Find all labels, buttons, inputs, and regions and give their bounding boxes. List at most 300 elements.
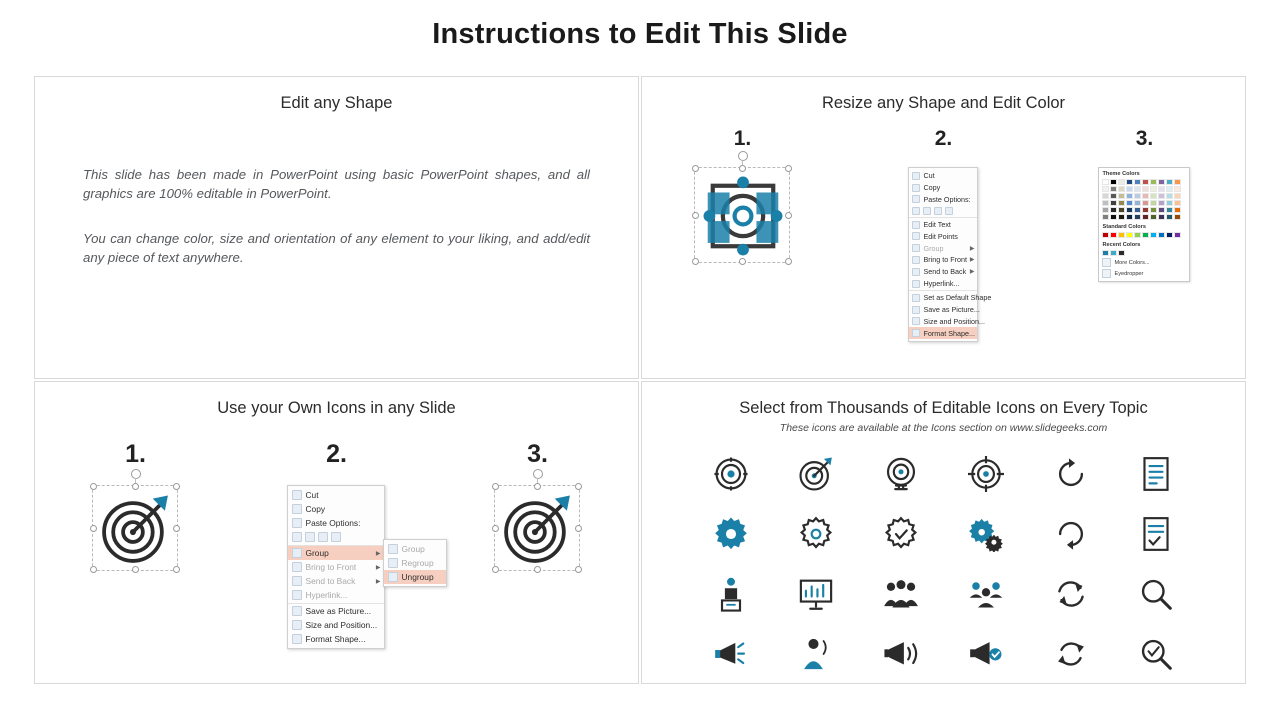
menu-label: Paste Options:	[923, 194, 971, 204]
swatch[interactable]	[1126, 214, 1133, 220]
step-number: 1.	[733, 127, 752, 150]
menu-label: Size and Position...	[305, 620, 378, 630]
team-icon	[882, 577, 920, 611]
menu-item-group[interactable]	[288, 545, 384, 560]
swatch[interactable]	[1158, 200, 1165, 206]
icon-cell[interactable]	[1029, 448, 1114, 500]
chevron-right-icon: ▶	[375, 578, 381, 585]
step-number: 2.	[326, 440, 347, 468]
dart-target-icon	[98, 491, 174, 567]
swatch[interactable]	[1110, 214, 1117, 220]
panel-title-own-icons: Use your Own Icons in any Slide	[217, 399, 456, 417]
menu-label: Copy	[305, 504, 326, 514]
icon-cell[interactable]	[943, 628, 1028, 680]
icon-cell[interactable]	[943, 508, 1028, 560]
person-speaker-icon	[799, 636, 833, 672]
step-number: 3.	[527, 440, 548, 468]
menu-label: Bring to Front	[923, 255, 968, 265]
dart-target-icon	[500, 491, 576, 567]
panel-edit-any-shape	[34, 76, 639, 379]
ungroup-icon	[388, 572, 398, 582]
step-number: 1.	[125, 440, 146, 468]
theme-colors-label: Theme Colors	[1102, 171, 1140, 177]
target-icon	[713, 456, 749, 492]
scissors-icon	[912, 172, 920, 180]
paste-icon	[912, 195, 920, 203]
more-colors-icon	[1102, 258, 1111, 267]
resize-step-3	[1045, 127, 1244, 297]
menu-item-hyperlink[interactable]	[909, 278, 977, 290]
recent-colors-label: Recent Colors	[1102, 242, 1141, 248]
menu-item-size-and-position[interactable]	[288, 618, 384, 632]
paste-merge-icon[interactable]	[305, 532, 315, 542]
swatch[interactable]	[1150, 200, 1157, 206]
theme-colors-row-6[interactable]	[1102, 214, 1186, 220]
bullhorn-icon	[968, 638, 1004, 670]
icon-cell[interactable]	[688, 508, 773, 560]
menu-item-paste-options[interactable]	[909, 194, 977, 206]
paste-keep-format-icon[interactable]	[912, 207, 920, 215]
swatch[interactable]	[1134, 179, 1141, 185]
icon-cell[interactable]	[1114, 628, 1199, 680]
rotate-handle[interactable]	[738, 151, 748, 161]
more-colors-item[interactable]	[1102, 258, 1186, 267]
panel-title-editable-icons: Select from Thousands of Editable Icons on Every Topic	[739, 399, 1148, 417]
resize-handle-middle-right[interactable]	[173, 525, 180, 532]
resize-handle-bottom-center[interactable]	[739, 258, 746, 265]
menu-item-size-and-position[interactable]	[909, 316, 986, 328]
menu-item-format-shape[interactable]	[909, 327, 977, 339]
group-icon	[292, 548, 302, 558]
announce-icon	[883, 638, 919, 670]
resize-handle-bottom-right[interactable]	[785, 258, 792, 265]
group-icon	[912, 244, 920, 252]
regroup-icon	[388, 558, 398, 568]
swatch[interactable]	[1166, 200, 1173, 206]
swatch[interactable]	[1126, 207, 1133, 213]
icon-cell[interactable]	[688, 628, 773, 680]
swatch[interactable]	[1134, 207, 1141, 213]
selected-shape-illustration	[643, 167, 842, 297]
swatch[interactable]	[1118, 186, 1125, 192]
swatch[interactable]	[1134, 214, 1141, 220]
size-position-icon	[292, 620, 302, 630]
swatch[interactable]	[1134, 200, 1141, 206]
theme-colors-row-2[interactable]	[1102, 186, 1186, 192]
menu-label: Hyperlink...	[923, 279, 960, 289]
swatch[interactable]	[1102, 186, 1109, 192]
swatch[interactable]	[1126, 232, 1133, 238]
group-submenu[interactable]	[383, 539, 447, 587]
swatch[interactable]	[1174, 214, 1181, 220]
reload-icon	[1054, 517, 1088, 551]
swatch[interactable]	[1142, 232, 1149, 238]
swatch[interactable]	[1142, 186, 1149, 192]
chevron-right-icon: ▶	[969, 245, 975, 252]
swatch[interactable]	[1110, 250, 1117, 256]
menu-label: Copy	[923, 183, 941, 193]
resize-handle-bottom-left[interactable]	[492, 566, 499, 573]
resize-handle-middle-left[interactable]	[90, 525, 97, 532]
group-icon	[388, 544, 398, 554]
swatch[interactable]	[1126, 200, 1133, 206]
icon-cell[interactable]	[773, 448, 858, 500]
icon-cell[interactable]	[1114, 568, 1199, 620]
search-check-icon	[1139, 637, 1173, 671]
swatch[interactable]	[1158, 232, 1165, 238]
rotate-handle[interactable]	[131, 469, 141, 479]
submenu-item-group[interactable]	[384, 542, 446, 556]
icon-cell[interactable]	[858, 508, 943, 560]
swatch[interactable]	[1150, 214, 1157, 220]
paste-text-icon[interactable]	[945, 207, 953, 215]
gear-outline-icon	[798, 516, 834, 552]
eyedropper-icon	[1102, 269, 1111, 278]
paste-keep-format-icon[interactable]	[292, 532, 302, 542]
size-position-icon	[912, 317, 920, 325]
menu-label: Group	[401, 544, 425, 554]
resize-handle-top-right[interactable]	[785, 165, 792, 172]
save-picture-icon	[912, 306, 920, 314]
chevron-right-icon: ▶	[375, 564, 381, 571]
swatch[interactable]	[1134, 193, 1141, 199]
swatch[interactable]	[1118, 250, 1125, 256]
icon-cell[interactable]	[943, 448, 1028, 500]
context-menu[interactable]	[287, 485, 434, 649]
swatch[interactable]	[1150, 193, 1157, 199]
icon-cell[interactable]	[1029, 508, 1114, 560]
chevron-right-icon: ▶	[969, 269, 975, 276]
menu-item-save-as-picture[interactable]	[909, 304, 980, 316]
resize-handle-top-left[interactable]	[492, 483, 499, 490]
edit-shape-paragraph-1: This slide has been made in PowerPoint using basic PowerPoint shapes, and all graphics are 100% editable in PowerPoint.	[83, 167, 590, 201]
swatch[interactable]	[1174, 232, 1181, 238]
swatch[interactable]	[1134, 186, 1141, 192]
menu-item-edit-text[interactable]	[909, 217, 977, 230]
resize-handle-middle-right[interactable]	[575, 525, 582, 532]
save-picture-icon	[292, 606, 302, 616]
checklist-icon	[1140, 516, 1172, 552]
resize-handle-top-left[interactable]	[90, 483, 97, 490]
swatch[interactable]	[1158, 214, 1165, 220]
menu-label: Group	[923, 243, 944, 253]
menu-item-copy[interactable]	[909, 182, 977, 194]
swatch[interactable]	[1174, 207, 1181, 213]
swatch[interactable]	[1110, 186, 1117, 192]
swatch[interactable]	[1142, 179, 1149, 185]
menu-label: Save as Picture...	[305, 606, 372, 616]
context-menu[interactable]	[908, 167, 992, 342]
target-shape-icon	[701, 174, 785, 258]
presentation-icon	[798, 577, 834, 611]
swatch[interactable]	[1174, 193, 1181, 199]
copy-icon	[292, 504, 302, 514]
resize-handle-bottom-left[interactable]	[90, 566, 97, 573]
gear-icon	[713, 516, 749, 552]
trophy-target-icon	[883, 456, 919, 492]
eyedropper-item[interactable]	[1102, 269, 1186, 278]
menu-label: Bring to Front	[305, 562, 357, 572]
color-palette-illustration	[1045, 167, 1244, 297]
swatch[interactable]	[1126, 186, 1133, 192]
megaphone-icon	[713, 637, 749, 671]
icon-cell[interactable]	[858, 628, 943, 680]
menu-label: Format Shape...	[305, 634, 366, 644]
panel-own-icons	[34, 381, 639, 684]
menu-item-save-as-picture[interactable]	[288, 603, 384, 618]
swatch[interactable]	[1150, 207, 1157, 213]
icon-cell[interactable]	[858, 448, 943, 500]
swatch[interactable]	[1166, 186, 1173, 192]
menu-item-send-to-back[interactable]	[909, 266, 977, 278]
swatch[interactable]	[1142, 214, 1149, 220]
menu-label: Paste Options:	[305, 518, 361, 528]
swatch[interactable]	[1110, 232, 1117, 238]
sync-icon	[1054, 577, 1088, 611]
swatch[interactable]	[1110, 200, 1117, 206]
swatch[interactable]	[1166, 232, 1173, 238]
resize-step-2	[844, 127, 1043, 342]
swatch[interactable]	[1102, 193, 1109, 199]
menu-item-group[interactable]	[909, 242, 977, 254]
menu-item-bring-to-front[interactable]	[909, 254, 977, 266]
chevron-right-icon: ▶	[375, 550, 381, 557]
menu-label: Cut	[305, 490, 319, 500]
panel-grid	[34, 76, 1246, 696]
edit-points-icon	[912, 232, 920, 240]
menu-label: Size and Position...	[923, 316, 986, 326]
swatch[interactable]	[1174, 200, 1181, 206]
menu-item-set-default-shape[interactable]	[909, 290, 992, 303]
copy-icon	[912, 184, 920, 192]
menu-label: Edit Points	[923, 231, 958, 241]
submenu-item-regroup[interactable]	[384, 556, 446, 570]
step-number: 3.	[1135, 127, 1154, 150]
bring-front-icon	[292, 562, 302, 572]
swatch[interactable]	[1134, 232, 1141, 238]
chevron-right-icon: ▶	[969, 257, 975, 264]
panel-subtitle-editable-icons: These icons are available at the Icons section on www.slidegeeks.com	[779, 422, 1108, 434]
standard-colors-row[interactable]	[1102, 232, 1186, 238]
swatch[interactable]	[1126, 193, 1133, 199]
icon-cell[interactable]	[1029, 568, 1114, 620]
hyperlink-icon	[912, 280, 920, 288]
theme-colors-row-1[interactable]	[1102, 179, 1186, 185]
menu-label: Send to Back	[305, 576, 356, 586]
own-icons-steps	[35, 440, 638, 649]
menu-item-cut[interactable]	[288, 488, 384, 502]
context-menu-illustration	[844, 167, 1043, 342]
menu-label: Hyperlink...	[305, 590, 348, 600]
swatch[interactable]	[1126, 179, 1133, 185]
theme-colors-row-4[interactable]	[1102, 200, 1186, 206]
swatch[interactable]	[1102, 207, 1109, 213]
scissors-icon	[292, 490, 302, 500]
own-icons-step-3	[438, 440, 637, 615]
swatch[interactable]	[1110, 179, 1117, 185]
resize-steps	[642, 127, 1245, 342]
default-shape-icon	[912, 294, 920, 302]
swatch[interactable]	[1158, 207, 1165, 213]
person-podium-icon	[714, 576, 748, 612]
icon-gallery	[688, 448, 1199, 680]
menu-label: Cut	[923, 171, 935, 181]
dart-target-selected-2	[438, 485, 637, 615]
format-shape-icon	[912, 329, 920, 337]
rotate-handle[interactable]	[533, 469, 543, 479]
resize-handle-top-center[interactable]	[132, 483, 139, 490]
theme-colors-row-5[interactable]	[1102, 207, 1186, 213]
eyedropper-label: Eyedropper	[1114, 270, 1144, 277]
paste-icon	[292, 518, 302, 528]
menu-label: Regroup	[401, 558, 434, 568]
icon-cell[interactable]	[943, 568, 1028, 620]
gears-icon	[968, 516, 1004, 552]
step-number: 2.	[934, 127, 953, 150]
menu-label: Group	[305, 548, 329, 558]
resize-handle-middle-left[interactable]	[492, 525, 499, 532]
swatch[interactable]	[1102, 250, 1109, 256]
paste-picture-icon[interactable]	[318, 532, 328, 542]
menu-item-copy[interactable]	[288, 502, 384, 516]
swatch[interactable]	[1118, 207, 1125, 213]
icon-cell[interactable]	[773, 628, 858, 680]
swatch[interactable]	[1102, 232, 1109, 238]
icon-cell[interactable]	[1029, 628, 1114, 680]
resize-handle-middle-right[interactable]	[785, 212, 792, 219]
paste-picture-icon[interactable]	[934, 207, 942, 215]
search-icon	[1139, 577, 1173, 611]
swatch[interactable]	[1166, 207, 1173, 213]
resize-handle-top-left[interactable]	[692, 165, 699, 172]
menu-item-edit-points[interactable]	[909, 231, 977, 243]
menu-label: Set as Default Shape	[923, 293, 992, 303]
swatch[interactable]	[1118, 214, 1125, 220]
document-icon	[1140, 456, 1172, 492]
swatch[interactable]	[1158, 179, 1165, 185]
resize-handle-top-center[interactable]	[534, 483, 541, 490]
panel-editable-icons	[641, 381, 1246, 684]
panel-resize-shape	[641, 76, 1246, 379]
cycle-icon	[1054, 637, 1088, 671]
resize-step-1	[643, 127, 842, 297]
send-back-icon	[912, 268, 920, 276]
menu-item-send-to-back[interactable]	[288, 574, 384, 588]
paste-icon-row[interactable]	[288, 530, 384, 544]
more-colors-label: More Colors...	[1114, 259, 1150, 266]
format-shape-icon	[292, 634, 302, 644]
swatch[interactable]	[1102, 179, 1109, 185]
crosshair-icon	[968, 456, 1004, 492]
menu-label: Ungroup	[401, 572, 434, 582]
own-icons-step-1	[36, 440, 235, 615]
refresh-icon	[1054, 457, 1088, 491]
send-back-icon	[292, 576, 302, 586]
icon-cell[interactable]	[688, 448, 773, 500]
menu-item-format-shape[interactable]	[288, 632, 384, 646]
swatch[interactable]	[1150, 186, 1157, 192]
swatch[interactable]	[1118, 179, 1125, 185]
icon-cell[interactable]	[1114, 448, 1199, 500]
swatch[interactable]	[1150, 179, 1157, 185]
paste-merge-icon[interactable]	[923, 207, 931, 215]
resize-handle-bottom-center[interactable]	[132, 566, 139, 573]
swatch[interactable]	[1174, 179, 1181, 185]
bring-front-icon	[912, 256, 920, 264]
color-palette[interactable]	[1098, 167, 1190, 282]
swatch[interactable]	[1142, 207, 1149, 213]
resize-handle-bottom-left[interactable]	[692, 258, 699, 265]
menu-item-bring-to-front[interactable]	[288, 560, 384, 574]
icon-cell[interactable]	[1114, 508, 1199, 560]
swatch[interactable]	[1166, 179, 1173, 185]
group-meeting-icon	[967, 577, 1005, 611]
page-title: Instructions to Edit This Slide	[432, 18, 848, 50]
swatch[interactable]	[1110, 207, 1117, 213]
swatch[interactable]	[1118, 200, 1125, 206]
theme-colors-row-3[interactable]	[1102, 193, 1186, 199]
swatch[interactable]	[1166, 193, 1173, 199]
paste-text-icon[interactable]	[331, 532, 341, 542]
menu-label: Edit Text	[923, 220, 951, 230]
swatch[interactable]	[1158, 193, 1165, 199]
swatch[interactable]	[1142, 193, 1149, 199]
icon-cell[interactable]	[858, 568, 943, 620]
resize-handle-top-right[interactable]	[173, 483, 180, 490]
dart-target-icon	[798, 456, 834, 492]
swatch[interactable]	[1118, 232, 1125, 238]
group-context-menu-illustration	[237, 485, 436, 649]
paste-icon-row[interactable]	[909, 205, 977, 216]
icon-cell[interactable]	[773, 508, 858, 560]
menu-label: Format Shape...	[923, 328, 976, 338]
swatch[interactable]	[1158, 186, 1165, 192]
swatch[interactable]	[1118, 193, 1125, 199]
swatch[interactable]	[1142, 200, 1149, 206]
swatch[interactable]	[1166, 214, 1173, 220]
dart-target-selected-1	[36, 485, 235, 615]
icon-cell[interactable]	[773, 568, 858, 620]
swatch[interactable]	[1102, 200, 1109, 206]
panel-title-resize-shape: Resize any Shape and Edit Color	[821, 94, 1066, 112]
menu-label: Save as Picture...	[923, 305, 980, 315]
hyperlink-icon	[292, 590, 302, 600]
edit-shape-paragraph-2: You can change color, size and orientation of any element to your liking, and add/edit any piece of text anywhere.	[83, 231, 590, 265]
swatch[interactable]	[1150, 232, 1157, 238]
standard-colors-label: Standard Colors	[1102, 224, 1146, 230]
recent-colors-row[interactable]	[1102, 250, 1186, 256]
resize-handle-top-right[interactable]	[575, 483, 582, 490]
resize-handle-middle-left[interactable]	[692, 212, 699, 219]
gear-check-icon	[883, 516, 919, 552]
menu-label: Send to Back	[923, 267, 967, 277]
edit-text-icon	[912, 221, 920, 229]
swatch[interactable]	[1174, 186, 1181, 192]
icon-cell[interactable]	[688, 568, 773, 620]
menu-item-cut[interactable]	[909, 170, 977, 182]
resize-handle-bottom-right[interactable]	[173, 566, 180, 573]
resize-handle-bottom-right[interactable]	[575, 566, 582, 573]
menu-item-hyperlink[interactable]	[288, 588, 384, 602]
swatch[interactable]	[1110, 193, 1117, 199]
menu-item-paste-options[interactable]	[288, 516, 384, 530]
own-icons-step-2	[237, 440, 436, 649]
resize-handle-top-center[interactable]	[739, 165, 746, 172]
panel-title-edit-shape: Edit any Shape	[280, 94, 393, 112]
swatch[interactable]	[1102, 214, 1109, 220]
submenu-item-ungroup[interactable]	[384, 570, 446, 584]
resize-handle-bottom-center[interactable]	[534, 566, 541, 573]
